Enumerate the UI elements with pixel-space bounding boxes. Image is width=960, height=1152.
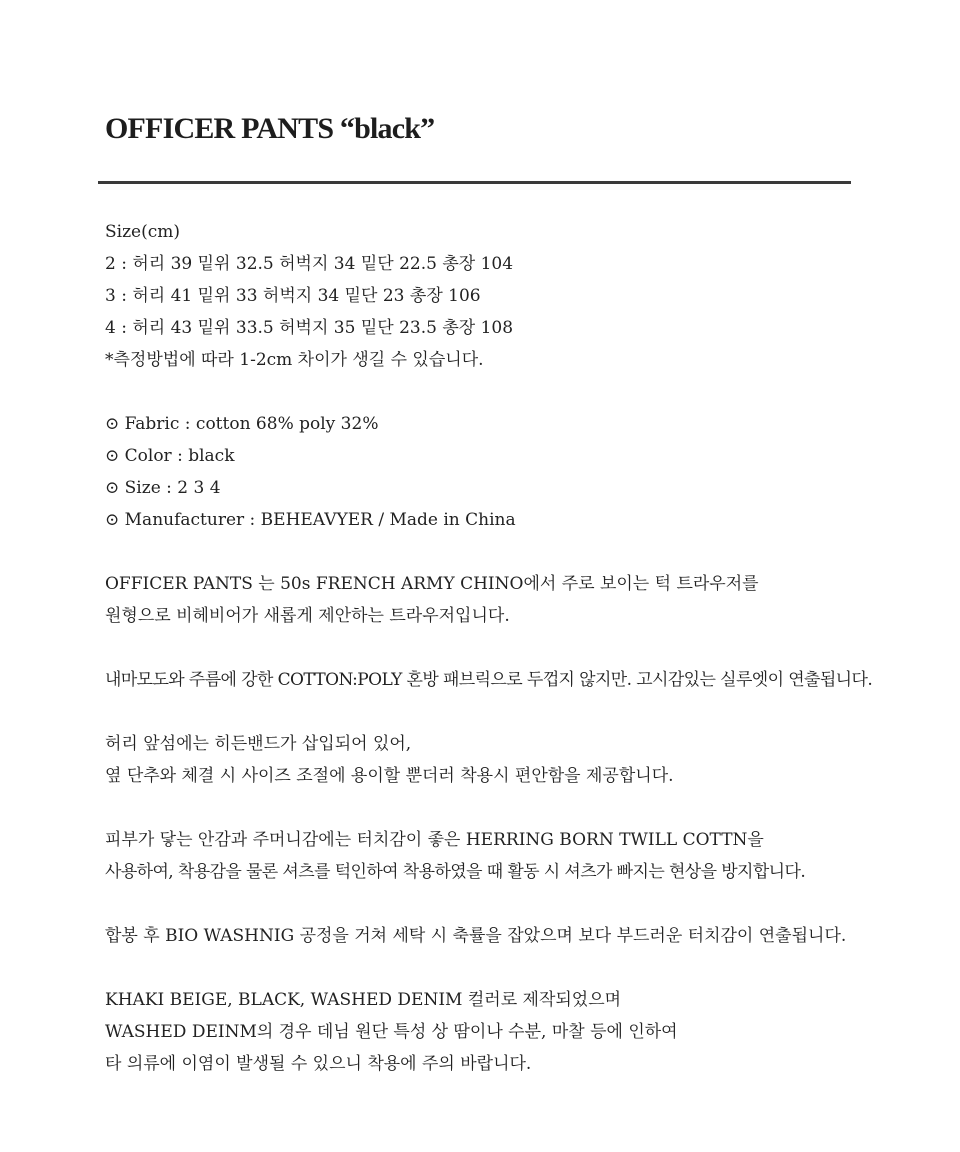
description-line: 사용하여, 착용감을 물론 셔츠를 턱인하여 착용하였을 때 활동 시 셔츠가 빠지는 현상을 방지합니다. [105, 862, 806, 882]
size-note: *측정방법에 따라 1-2cm 차이가 생길 수 있습니다. [105, 350, 484, 370]
spec-fabric: ⊙ Fabric : cotton 68% poly 32% [105, 414, 379, 434]
size-heading: Size(cm) [105, 222, 181, 242]
description-line: 옆 단추와 체결 시 사이즈 조절에 용이할 뿐더러 착용시 편안함을 제공합니다. [105, 766, 674, 786]
size-row: 4 : 허리 43 밑위 33.5 허벅지 35 밑단 23.5 총장 108 [105, 318, 514, 338]
description-line: OFFICER PANTS 는 50s FRENCH ARMY CHINO에서 주로 보이는 턱 트라우저를 [105, 574, 759, 594]
description-line: KHAKI BEIGE, BLACK, WASHED DENIM 컬러로 제작되었으며 [105, 990, 622, 1010]
description-line: 내마모도와 주름에 강한 COTTON:POLY 혼방 패브릭으로 두껍지 않지만. 고시감있는 실루엣이 연출됩니다. [105, 670, 873, 690]
description-line: 피부가 닿는 안감과 주머니감에는 터치감이 좋은 HERRING BORN TWILL COTTN을 [105, 830, 764, 850]
size-row: 3 : 허리 41 밑위 33 허벅지 34 밑단 23 총장 106 [105, 286, 481, 306]
spec-manufacturer: ⊙ Manufacturer : BEHEAVYER / Made in China [105, 510, 516, 530]
title-divider [98, 181, 851, 184]
spec-color: ⊙ Color : black [105, 446, 235, 466]
spec-size: ⊙ Size : 2 3 4 [105, 478, 221, 498]
description-line: 허리 앞섬에는 히든밴드가 삽입되어 있어, [105, 734, 412, 754]
description-line: 합봉 후 BIO WASHNIG 공정을 거쳐 세탁 시 축률을 잡았으며 보다 부드러운 터치감이 연출됩니다. [105, 926, 847, 946]
size-row: 2 : 허리 39 밑위 32.5 허벅지 34 밑단 22.5 총장 104 [105, 254, 514, 274]
description-line: 원형으로 비헤비어가 새롭게 제안하는 트라우저입니다. [105, 606, 510, 626]
product-title: OFFICER PANTS “black” [105, 112, 435, 145]
description-line: 타 의류에 이염이 발생될 수 있으니 착용에 주의 바랍니다. [105, 1054, 532, 1074]
description-line: WASHED DEINM의 경우 데님 원단 특성 상 땀이나 수분, 마찰 등에 인하여 [105, 1022, 678, 1042]
